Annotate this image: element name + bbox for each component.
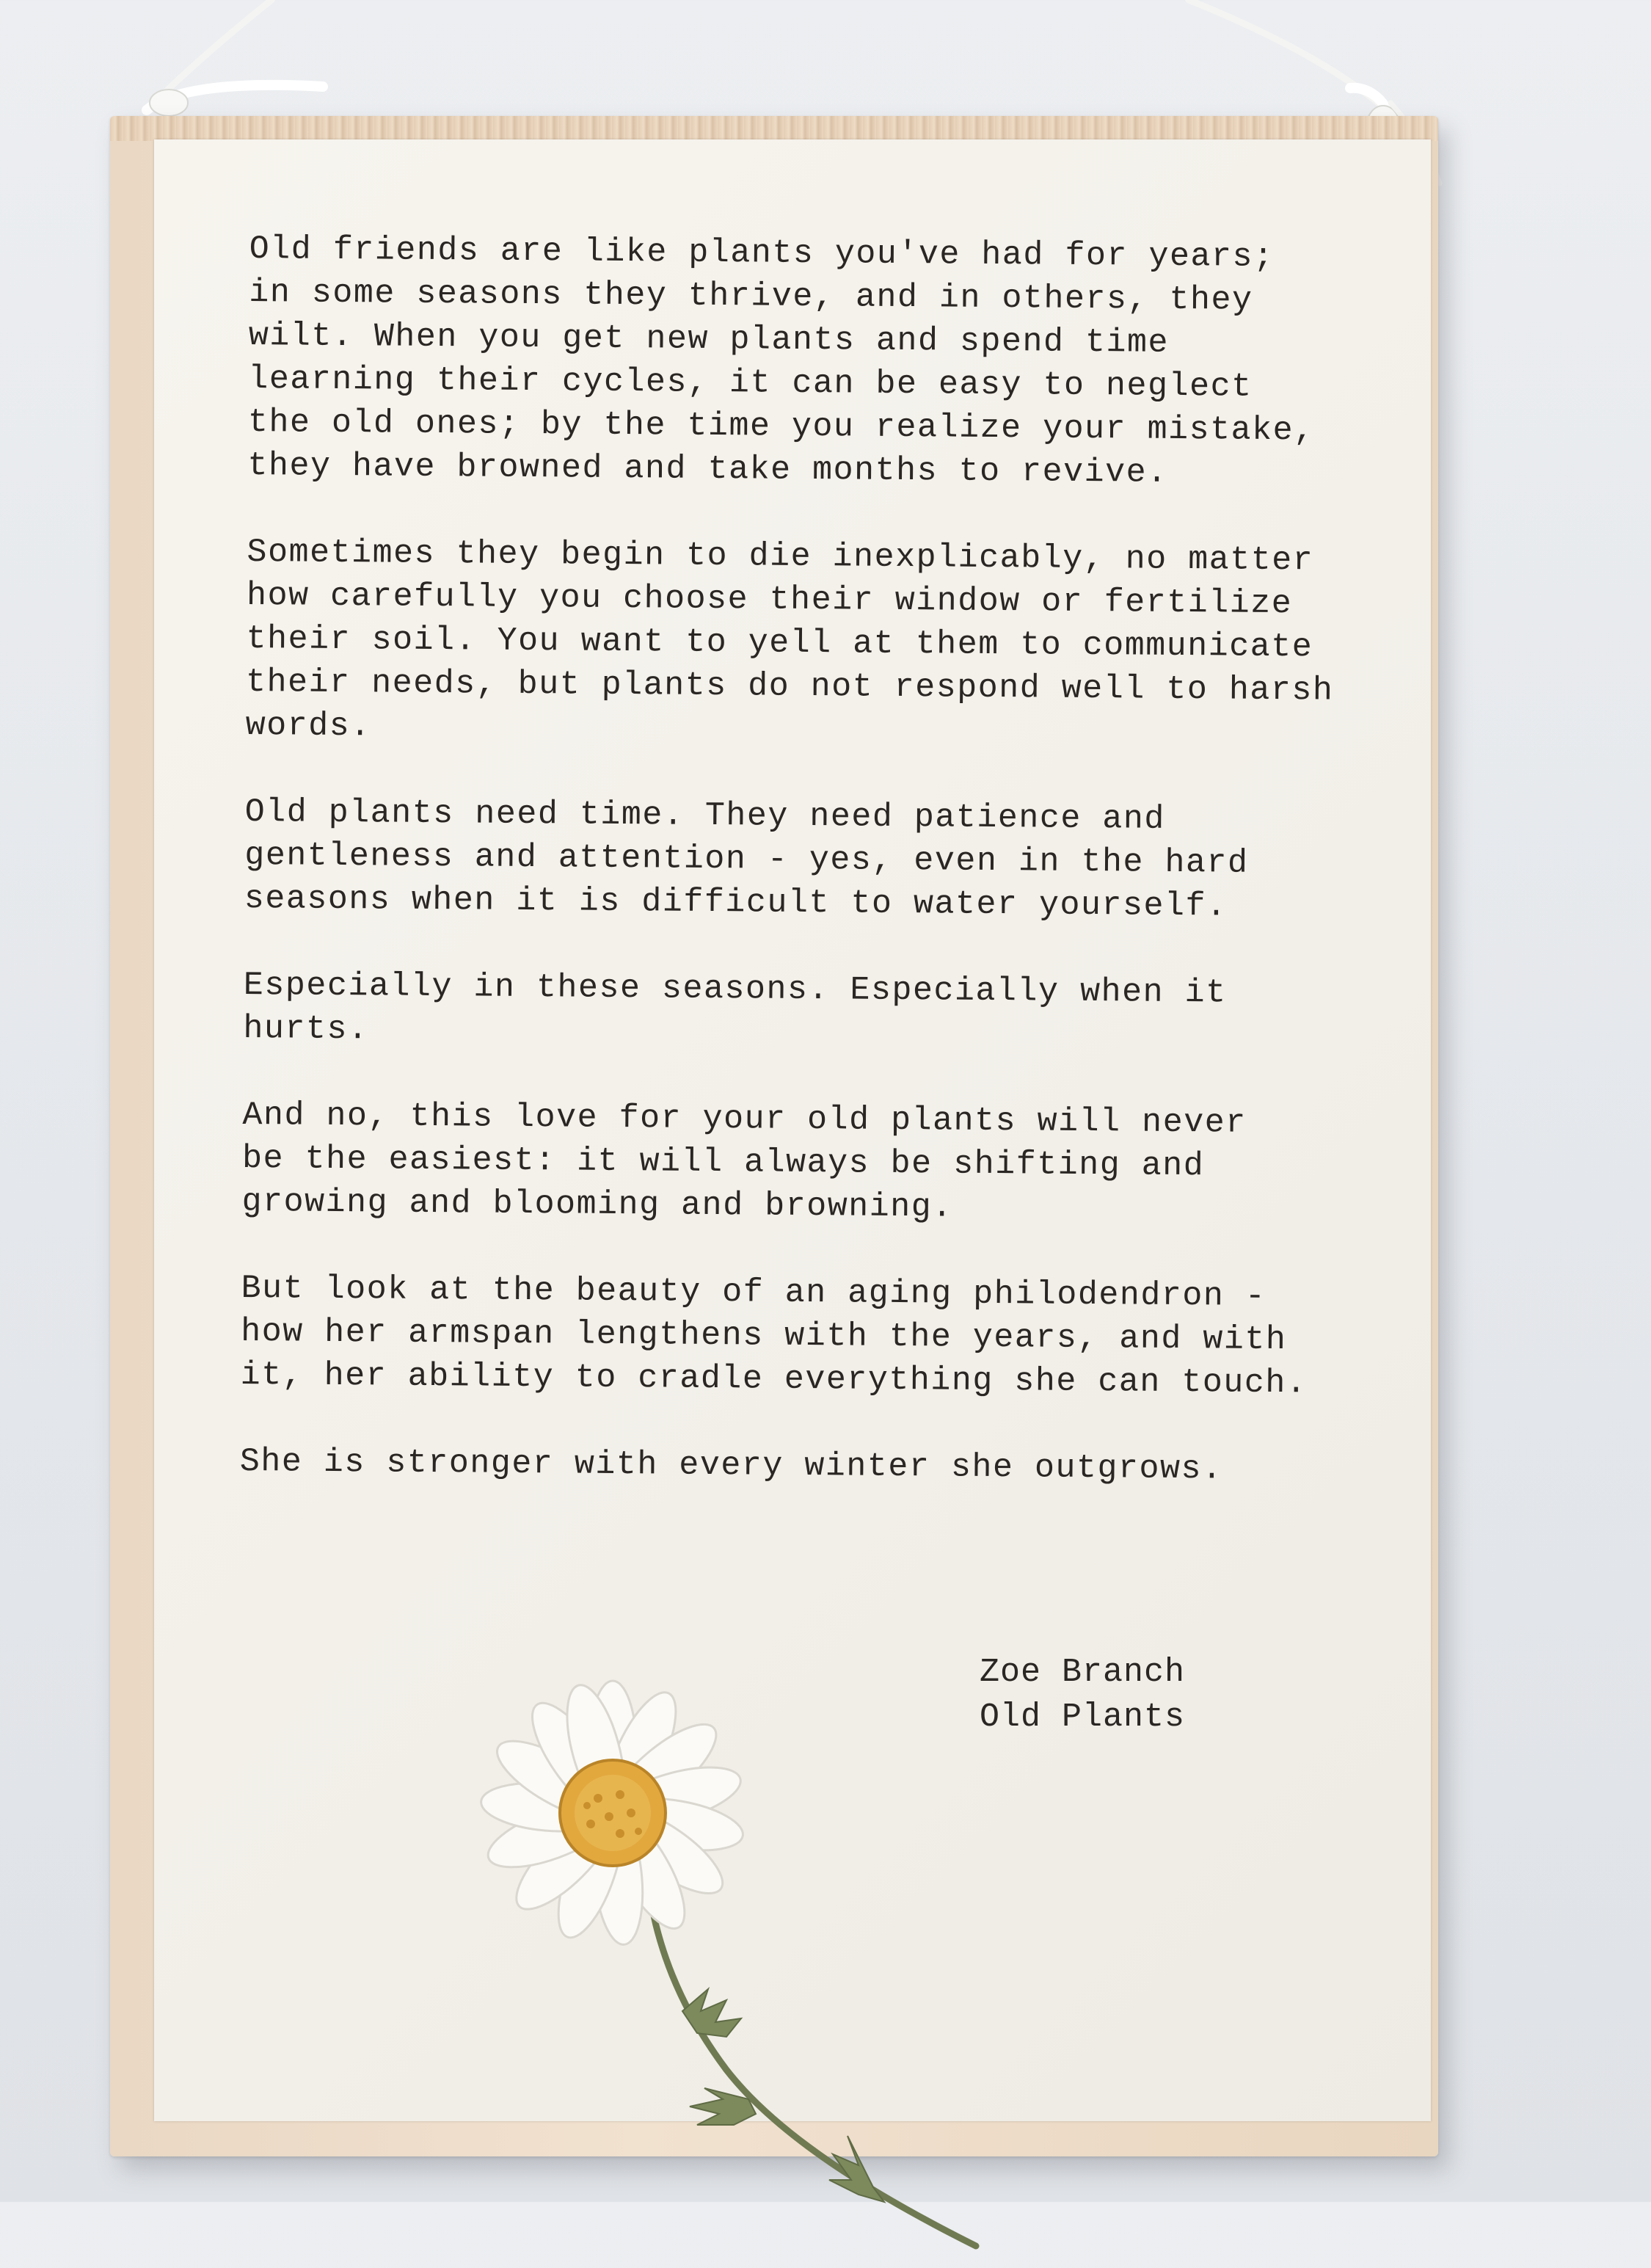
poem-title: Old Plants bbox=[980, 1698, 1186, 1736]
poem-stanza-4: Especially in these seasons. Especially when it hurts. bbox=[243, 966, 1227, 1049]
board-top-edge bbox=[110, 116, 1438, 141]
author-name: Zoe Branch bbox=[980, 1654, 1186, 1691]
poem-text bbox=[240, 228, 1438, 1493]
poem-stanza-6: But look at the beauty of an aging philodendron - how her armspan lengthens with the years, and with it, her ability to cradle everything she can touch. bbox=[240, 1269, 1308, 1403]
poem-stanza-1: Old friends are like plants you've had for years; in some seasons they thrive, and in others, they wilt. When you get new plants and spend time learning their cycles, it can be easy to neglect the old ones; by the time you realize your mistake, they have browned and take months to revive. bbox=[247, 230, 1315, 492]
pressed-daisy-icon bbox=[462, 1666, 1093, 2268]
poem-stanza-7: She is stronger with every winter she outgrows. bbox=[239, 1442, 1223, 1489]
poem-stanza-2: Sometimes they begin to die inexplicably, no matter how carefully you choose their window or fertilize their soil. You want to yell at them to communicate their needs, but plants do not respond well to harsh words. bbox=[245, 533, 1334, 746]
poem-paper bbox=[154, 139, 1431, 2121]
poem-stanza-5: And no, this love for your old plants will never be the easiest: it will always be shifting and growing and blooming and browning. bbox=[241, 1096, 1247, 1226]
poem-stanza-3: Old plants need time. They need patience and gentleness and attention - yes, even in the hard seasons when it is difficult to water yourself. bbox=[244, 793, 1249, 926]
